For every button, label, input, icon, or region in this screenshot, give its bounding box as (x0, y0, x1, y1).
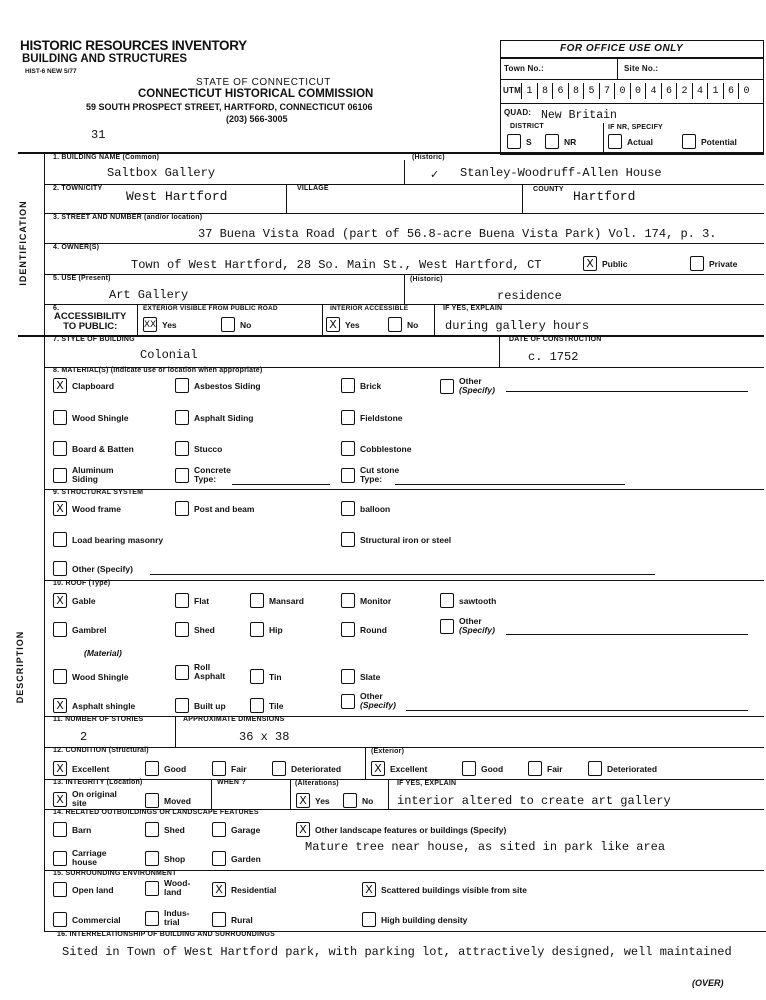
use-historic-label: (Historic) (410, 276, 443, 283)
checkbox[interactable] (53, 912, 67, 927)
environment-open-land[interactable]: Open land (53, 882, 114, 897)
checkbox[interactable]: X (53, 593, 67, 608)
integrity-label: 13. INTEGRITY (Location) (53, 779, 143, 786)
roof-tile[interactable]: Tile (250, 698, 284, 713)
roof-wood-shingle[interactable]: Wood Shingle (53, 669, 129, 684)
checkbox[interactable] (341, 501, 355, 516)
checkbox[interactable] (145, 851, 159, 866)
utm-label: UTM (503, 86, 521, 95)
checkbox[interactable]: X (296, 822, 310, 837)
utm-digit: 8 (537, 83, 553, 99)
environment-commercial[interactable]: Commercial (53, 912, 121, 927)
checkbox[interactable] (341, 410, 355, 425)
identification-side-label: IDENTIFICATION (18, 200, 28, 286)
roof-tin[interactable]: Tin (250, 669, 282, 684)
checkbox[interactable] (440, 593, 454, 608)
material-stucco[interactable]: Stucco (175, 441, 222, 456)
checkbox[interactable] (341, 694, 355, 709)
checkbox[interactable] (690, 256, 704, 271)
outbuildings-value[interactable]: Mature tree near house, as sited in park like area (305, 840, 666, 854)
checkbox[interactable] (388, 317, 402, 332)
commission-address: 59 SOUTH PROSPECT STREET, HARTFORD, CONNECTICUT 06106 (86, 102, 373, 112)
use-historic-value[interactable]: residence (497, 289, 562, 303)
checkbox[interactable] (528, 761, 542, 776)
material-brick[interactable]: Brick (341, 378, 381, 393)
checkbox[interactable]: X (53, 761, 67, 776)
utm-digit: 6 (723, 83, 739, 99)
date-label: DATE OF CONSTRUCTION (509, 336, 602, 343)
checkbox[interactable] (175, 665, 189, 680)
alterations-yes[interactable]: X Yes (296, 793, 330, 808)
utm-digit: 4 (692, 83, 708, 99)
roof-gable[interactable]: X Gable (53, 593, 96, 608)
utm-digit: 7 (599, 83, 615, 99)
commission-name: CONNECTICUT HISTORICAL COMMISSION (138, 88, 374, 100)
outbuilding-other-features[interactable]: X Other landscape features or buildings (Specify) (296, 822, 506, 837)
integrity-explain-label: IF YES, EXPLAIN (397, 780, 457, 787)
owner-public[interactable]: X Public (583, 256, 628, 271)
district-label: DISTRICT (510, 123, 544, 130)
checkbox[interactable] (440, 379, 454, 394)
alterations-no[interactable]: No (343, 793, 373, 808)
dimensions-value[interactable]: 36 x 38 (239, 730, 290, 744)
utm-digit: 0 (630, 83, 646, 99)
building-name-historic[interactable]: Stanley-Woodruff-Allen House (460, 166, 662, 180)
interior-no[interactable]: No (388, 317, 418, 332)
checkbox[interactable]: X (53, 501, 67, 516)
checkbox[interactable] (341, 378, 355, 393)
checkbox[interactable]: X (296, 793, 310, 808)
outbuilding-garage[interactable]: Garage (212, 822, 260, 837)
checkbox[interactable] (588, 761, 602, 776)
checkbox[interactable] (341, 468, 355, 483)
checkbox[interactable] (341, 669, 355, 684)
district-nr[interactable]: NR (545, 134, 576, 149)
outbuilding-carriage-house[interactable]: Carriage house (53, 849, 107, 867)
roof-monitor[interactable]: Monitor (341, 593, 391, 608)
checkbox[interactable] (175, 468, 189, 483)
checkbox[interactable] (53, 410, 67, 425)
checkbox[interactable]: X (371, 761, 385, 776)
outbuilding-shed[interactable]: Shed (145, 822, 185, 837)
structural-post-beam[interactable]: Post and beam (175, 501, 254, 516)
form-title: HISTORIC RESOURCES INVENTORY (20, 38, 247, 53)
interrelationship-value[interactable]: Sited in Town of West Hartford park, with parking lot, attractively designed, well maintained (62, 945, 732, 959)
condition-struct-deteriorated[interactable]: Deteriorated (272, 761, 341, 776)
checkbox[interactable] (53, 851, 67, 866)
date-value[interactable]: c. 1752 (528, 350, 579, 364)
material-board-batten[interactable]: Board & Batten (53, 441, 134, 456)
checkbox[interactable] (145, 793, 159, 808)
checkbox[interactable] (221, 317, 235, 332)
environment-high-density[interactable]: High building density (362, 912, 467, 927)
utm-digit: 6 (661, 83, 677, 99)
accessibility-label: ACCESSIBILITY TO PUBLIC: (54, 311, 127, 332)
checkbox[interactable] (362, 912, 376, 927)
environment-industrial[interactable]: Indus- trial (145, 909, 190, 927)
roof-material-other[interactable]: Other (Specify) (341, 692, 396, 710)
style-value[interactable]: Colonial (140, 348, 198, 362)
checkbox[interactable] (145, 822, 159, 837)
checkbox[interactable] (212, 912, 226, 927)
commission-phone: (203) 566-3005 (226, 114, 288, 124)
checkbox[interactable] (341, 532, 355, 547)
record-number: 31 (91, 128, 106, 142)
alterations-label: (Alterations) (295, 780, 339, 787)
utm-digit: 2 (676, 83, 692, 99)
environment-scattered[interactable]: X Scattered buildings visible from site (362, 882, 527, 897)
environment-rural[interactable]: Rural (212, 912, 253, 927)
checkbox[interactable] (545, 134, 559, 149)
condition-ext-excellent[interactable]: X Excellent (371, 761, 427, 776)
material-asphalt-siding[interactable]: Asphalt Siding (175, 410, 254, 425)
utm-digit: 0 (614, 83, 630, 99)
checkbox[interactable] (212, 851, 226, 866)
form-id: HIST-6 NEW 5/77 (25, 68, 77, 75)
roof-slate[interactable]: Slate (341, 669, 380, 684)
exterior-yes[interactable]: XX Yes (143, 317, 177, 332)
material-wood-shingle[interactable]: Wood Shingle (53, 410, 129, 425)
checkbox[interactable] (53, 532, 67, 547)
condition-ext-good[interactable]: Good (462, 761, 503, 776)
building-name-common[interactable]: Saltbox Gallery (107, 166, 216, 180)
structural-balloon[interactable]: balloon (341, 501, 390, 516)
explain-label: IF YES, EXPLAIN (443, 305, 503, 312)
interior-accessible-label: INTERIOR ACCESSIBLE (330, 305, 409, 312)
checkbox[interactable] (341, 441, 355, 456)
utm-digit: 4 (645, 83, 661, 99)
checkbox[interactable] (608, 134, 622, 149)
integrity-on-original[interactable]: X On original site (53, 790, 117, 808)
exterior-no[interactable]: No (221, 317, 251, 332)
checkbox[interactable] (175, 593, 189, 608)
town-value[interactable]: West Hartford (126, 189, 228, 204)
checkbox[interactable] (53, 669, 67, 684)
material-cobblestone[interactable]: Cobblestone (341, 441, 411, 456)
utm-digit: 8 (568, 83, 584, 99)
checkbox[interactable] (175, 501, 189, 516)
structural-load-bearing[interactable]: Load bearing masonry (53, 532, 163, 547)
owner-private[interactable]: Private (690, 256, 737, 271)
checkbox[interactable] (53, 622, 67, 637)
checkbox[interactable] (145, 911, 159, 926)
nr-potential[interactable]: Potential (682, 134, 737, 149)
roof-asphalt-shingle[interactable]: X Asphalt shingle (53, 698, 135, 713)
checkbox[interactable]: X (53, 792, 67, 807)
utm-digit: 5 (583, 83, 599, 99)
office-use-title: FOR OFFICE USE ONLY (560, 43, 684, 54)
checkbox[interactable] (682, 134, 696, 149)
checkbox[interactable] (175, 410, 189, 425)
condition-ext-deteriorated[interactable]: Deteriorated (588, 761, 657, 776)
nr-specify-label: IF NR, SPECIFY (608, 124, 663, 131)
over-label: (OVER) (692, 978, 724, 988)
checkbox[interactable] (507, 134, 521, 149)
checkbox[interactable]: X (583, 256, 597, 271)
use-present-value[interactable]: Art Gallery (109, 288, 189, 302)
roof-hip[interactable]: Hip (250, 622, 283, 637)
material-aluminum[interactable]: Aluminum Siding (53, 466, 114, 484)
utm-digit: 1 (521, 83, 537, 99)
integrity-explain-value[interactable]: interior altered to create art gallery (397, 794, 671, 808)
structural-wood-frame[interactable]: X Wood frame (53, 501, 121, 516)
material-cut-stone[interactable]: Cut stone Type: (341, 466, 399, 484)
checkbox[interactable] (175, 622, 189, 637)
outbuilding-garden[interactable]: Garden (212, 851, 261, 866)
roof-label: 10. ROOF (Type) (53, 580, 111, 587)
district-s[interactable]: S (507, 134, 532, 149)
checkbox[interactable] (53, 561, 67, 576)
roof-material-label: (Material) (84, 648, 122, 658)
dimensions-label: APPROXIMATE DIMENSIONS (183, 716, 285, 723)
condition-struct-excellent[interactable]: X Excellent (53, 761, 109, 776)
roof-sawtooth[interactable]: sawtooth (440, 593, 496, 608)
environment-label: 15. SURROUNDING ENVIRONMENT (53, 870, 177, 877)
checkbox[interactable] (341, 593, 355, 608)
condition-struct-fair[interactable]: Fair (212, 761, 247, 776)
condition-ext-fair[interactable]: Fair (528, 761, 563, 776)
structural-other[interactable]: Other (Specify) (53, 561, 133, 576)
nr-actual[interactable]: Actual (608, 134, 653, 149)
checkbox[interactable]: X (362, 882, 376, 897)
historic-name-label: (Historic) (412, 154, 445, 161)
interrelationship-label: 16. INTERRELATIONSHIP OF BUILDING AND SURROUNDINGS (57, 931, 275, 938)
explain-value[interactable]: during gallery hours (445, 319, 590, 333)
roof-roll-asphalt[interactable]: Roll Asphalt (175, 663, 225, 681)
roof-shed[interactable]: Shed (175, 622, 215, 637)
environment-residential[interactable]: X Residential (212, 882, 276, 897)
roof-built-up[interactable]: Built up (175, 698, 226, 713)
checkbox[interactable]: XX (143, 317, 157, 332)
town-no-label: Town No.: (504, 64, 544, 73)
utm-digit: 6 (552, 83, 568, 99)
checkbox[interactable] (462, 761, 476, 776)
utm-digit: 1 (707, 83, 723, 99)
material-clapboard[interactable]: X Clapboard (53, 378, 114, 393)
roof-flat[interactable]: Flat (175, 593, 209, 608)
street-label: 3. STREET AND NUMBER (and/or location) (53, 214, 203, 221)
checkbox[interactable] (250, 698, 264, 713)
roof-round[interactable]: Round (341, 622, 387, 637)
material-other[interactable]: Other (Specify) (440, 377, 495, 395)
stories-value[interactable]: 2 (80, 730, 88, 744)
condition-label: 12. CONDITION (Structural) (53, 747, 149, 754)
checkbox[interactable] (145, 761, 159, 776)
site-no-label: Site No.: (624, 64, 659, 73)
checkbox[interactable]: X (53, 698, 67, 713)
owner-value[interactable]: Town of West Hartford, 28 So. Main St., West Hartford, CT (131, 258, 542, 272)
exterior-visible-label: EXTERIOR VISIBLE FROM PUBLIC ROAD (143, 305, 278, 312)
owner-label: 4. OWNER(S) (53, 244, 100, 251)
material-concrete[interactable]: Concrete Type: (175, 466, 231, 484)
use-present-label: 5. USE (Present) (53, 275, 111, 282)
material-asbestos[interactable]: Asbestos Siding (175, 378, 261, 393)
integrity-moved[interactable]: Moved (145, 793, 191, 808)
checkbox[interactable] (53, 468, 67, 483)
condition-exterior-label: (Exterior) (371, 748, 405, 755)
outbuilding-shop[interactable]: Shop (145, 851, 185, 866)
town-label: 2. TOWN/CITY (53, 185, 103, 192)
structural-iron-steel[interactable]: Structural iron or steel (341, 532, 451, 547)
checkbox[interactable] (341, 622, 355, 637)
style-label: 7. STYLE OF BUILDING (53, 336, 135, 343)
outbuilding-barn[interactable]: Barn (53, 822, 91, 837)
roof-mansard[interactable]: Mansard (250, 593, 304, 608)
quad-value: New Britain (541, 109, 617, 122)
checkbox[interactable] (272, 761, 286, 776)
check-mark: ✓ (430, 168, 440, 181)
when-label: WHEN ? (217, 779, 246, 786)
environment-woodland[interactable]: Wood- land (145, 879, 190, 897)
form-subtitle: BUILDING AND STRUCTURES (22, 53, 188, 65)
checkbox[interactable] (53, 882, 67, 897)
utm-digit: 0 (738, 83, 754, 99)
roof-gambrel[interactable]: Gambrel (53, 622, 107, 637)
interior-yes[interactable]: X Yes (326, 317, 360, 332)
checkbox[interactable] (250, 593, 264, 608)
checkbox[interactable] (175, 698, 189, 713)
material-fieldstone[interactable]: Fieldstone (341, 410, 403, 425)
checkbox[interactable]: X (212, 882, 226, 897)
description-side-label: DESCRIPTION (15, 630, 25, 704)
checkbox[interactable] (343, 793, 357, 808)
checkbox[interactable] (250, 622, 264, 637)
checkbox[interactable] (212, 761, 226, 776)
village-label: VILLAGE (297, 185, 329, 192)
stories-label: 11. NUMBER OF STORIES (53, 716, 144, 723)
checkbox[interactable] (175, 378, 189, 393)
roof-other[interactable]: Other (Specify) (440, 617, 495, 635)
quad-label: QUAD: (504, 108, 532, 117)
checkbox[interactable] (175, 441, 189, 456)
checkbox[interactable] (250, 669, 264, 684)
materials-label: 8. MATERIAL(S) (Indicate use or location when appropriate) (53, 367, 263, 374)
checkbox[interactable] (53, 441, 67, 456)
building-name-label: 1. BUILDING NAME (Common) (53, 154, 160, 161)
outbuildings-label: 14. RELATED OUTBUILDINGS OR LANDSCAPE FEATURES (53, 809, 259, 816)
checkbox[interactable] (440, 619, 454, 634)
structural-label: 9. STRUCTURAL SYSTEM (53, 489, 144, 496)
checkbox[interactable] (145, 881, 159, 896)
checkbox[interactable] (212, 822, 226, 837)
street-value[interactable]: 37 Buena Vista Road (part of 56.8-acre Buena Vista Park) Vol. 174, p. 3. (198, 227, 717, 241)
checkbox[interactable] (53, 822, 67, 837)
checkbox[interactable]: X (53, 378, 67, 393)
condition-struct-good[interactable]: Good (145, 761, 186, 776)
checkbox[interactable]: X (326, 317, 340, 332)
accessibility-number: 6. (53, 305, 60, 312)
state-name: STATE OF CONNECTICUT (196, 77, 331, 88)
county-value[interactable]: Hartford (573, 189, 636, 204)
county-label: COUNTY (533, 186, 564, 193)
